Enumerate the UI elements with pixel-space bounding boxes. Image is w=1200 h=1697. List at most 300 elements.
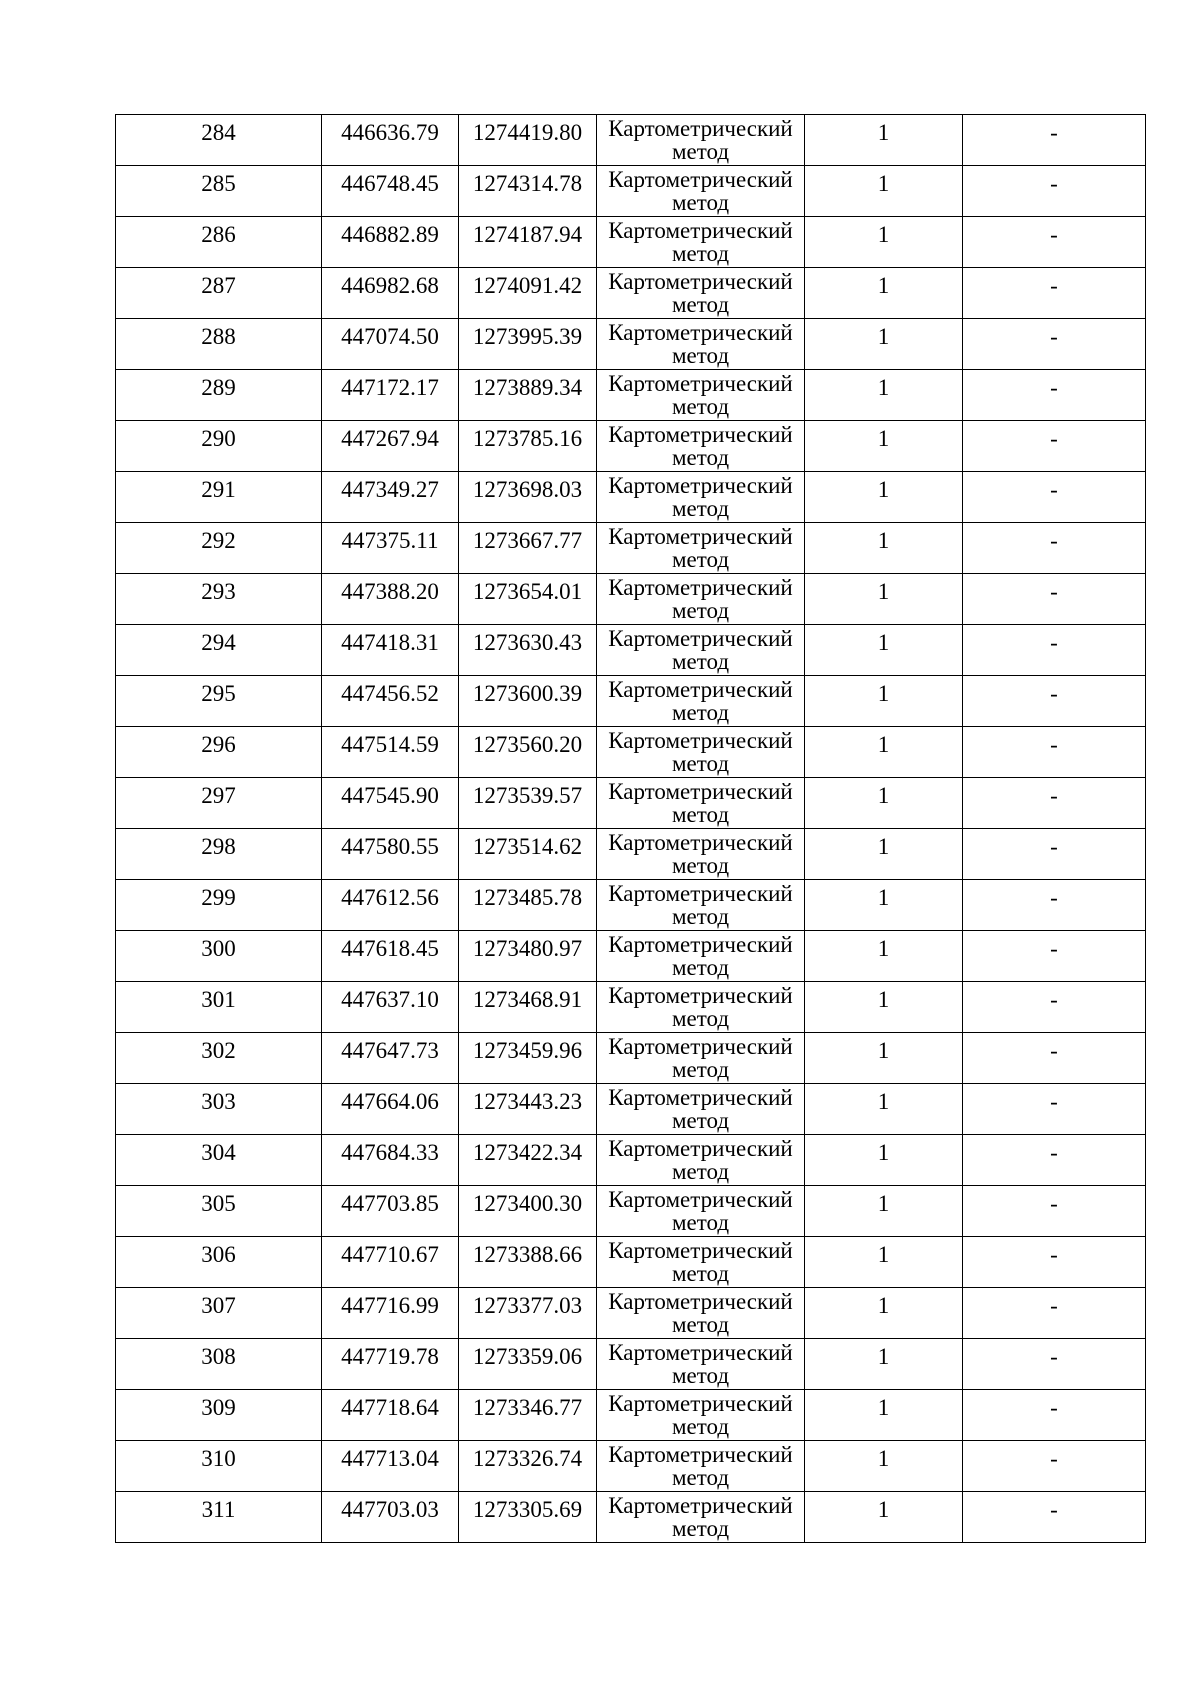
accuracy-cell xyxy=(805,1135,963,1186)
x-coordinate-cell xyxy=(322,1492,459,1543)
y-coordinate-cell xyxy=(459,829,597,880)
point-number-value: 287 xyxy=(201,273,236,298)
method-value: Картометрический метод xyxy=(608,677,793,725)
accuracy-cell xyxy=(805,778,963,829)
x-coordinate-cell xyxy=(322,574,459,625)
method-cell xyxy=(597,1492,805,1543)
method-cell xyxy=(597,1084,805,1135)
point-number-value: 297 xyxy=(201,783,236,808)
note-cell xyxy=(963,1186,1146,1237)
note-cell xyxy=(963,421,1146,472)
note-cell xyxy=(963,931,1146,982)
method-value: Картометрический метод xyxy=(608,473,793,521)
method-cell xyxy=(597,676,805,727)
accuracy-cell xyxy=(805,115,963,166)
x-coordinate-value: 447172.17 xyxy=(341,375,439,400)
note-value: - xyxy=(1050,1344,1058,1369)
method-value: Картометрический метод xyxy=(608,320,793,368)
method-value: Картометрический метод xyxy=(608,932,793,980)
note-value: - xyxy=(1050,885,1058,910)
note-cell xyxy=(963,1033,1146,1084)
note-cell xyxy=(963,115,1146,166)
accuracy-value: 1 xyxy=(877,273,890,298)
x-coordinate-value: 446982.68 xyxy=(341,273,439,298)
accuracy-value: 1 xyxy=(877,630,890,655)
x-coordinate-value: 447718.64 xyxy=(341,1395,439,1420)
accuracy-value: 1 xyxy=(877,222,890,247)
accuracy-cell xyxy=(805,472,963,523)
accuracy-value: 1 xyxy=(877,1344,890,1369)
method-cell xyxy=(597,625,805,676)
table-row xyxy=(116,1390,1146,1441)
note-cell xyxy=(963,1441,1146,1492)
x-coordinate-value: 447349.27 xyxy=(341,477,439,502)
method-value: Картометрический метод xyxy=(608,1085,793,1133)
method-cell xyxy=(597,778,805,829)
note-value: - xyxy=(1050,1140,1058,1165)
method-cell xyxy=(597,829,805,880)
y-coordinate-cell xyxy=(459,166,597,217)
note-value: - xyxy=(1050,579,1058,604)
y-coordinate-value: 1273889.34 xyxy=(472,375,583,400)
y-coordinate-value: 1274314.78 xyxy=(472,171,583,196)
accuracy-value: 1 xyxy=(877,375,890,400)
point-number-cell xyxy=(116,370,322,421)
y-coordinate-cell xyxy=(459,1339,597,1390)
method-value: Картометрический метод xyxy=(608,983,793,1031)
note-cell xyxy=(963,1339,1146,1390)
accuracy-cell xyxy=(805,1492,963,1543)
x-coordinate-cell xyxy=(322,268,459,319)
table-row xyxy=(116,1339,1146,1390)
method-cell xyxy=(597,472,805,523)
method-cell xyxy=(597,1033,805,1084)
y-coordinate-value: 1273654.01 xyxy=(472,579,583,604)
x-coordinate-value: 447418.31 xyxy=(341,630,439,655)
point-number-value: 303 xyxy=(201,1089,236,1114)
method-cell xyxy=(597,1135,805,1186)
x-coordinate-value: 447684.33 xyxy=(341,1140,439,1165)
accuracy-value: 1 xyxy=(877,120,890,145)
table-row xyxy=(116,319,1146,370)
table-row xyxy=(116,676,1146,727)
note-value: - xyxy=(1050,120,1058,145)
y-coordinate-cell xyxy=(459,217,597,268)
method-cell xyxy=(597,523,805,574)
method-value: Картометрический метод xyxy=(608,575,793,623)
accuracy-value: 1 xyxy=(877,477,890,502)
point-number-value: 301 xyxy=(201,987,236,1012)
note-cell xyxy=(963,778,1146,829)
x-coordinate-value: 447514.59 xyxy=(341,732,439,757)
note-value: - xyxy=(1050,732,1058,757)
accuracy-value: 1 xyxy=(877,426,890,451)
x-coordinate-cell xyxy=(322,829,459,880)
table-row xyxy=(116,217,1146,268)
point-number-cell xyxy=(116,574,322,625)
x-coordinate-value: 447637.10 xyxy=(341,987,439,1012)
point-number-cell xyxy=(116,1237,322,1288)
accuracy-cell xyxy=(805,1186,963,1237)
method-cell xyxy=(597,982,805,1033)
accuracy-cell xyxy=(805,1390,963,1441)
note-value: - xyxy=(1050,987,1058,1012)
x-coordinate-cell xyxy=(322,1033,459,1084)
x-coordinate-cell xyxy=(322,727,459,778)
method-cell xyxy=(597,1441,805,1492)
accuracy-cell xyxy=(805,217,963,268)
point-number-cell xyxy=(116,880,322,931)
note-cell xyxy=(963,319,1146,370)
accuracy-cell xyxy=(805,1033,963,1084)
table-row xyxy=(116,1492,1146,1543)
point-number-value: 288 xyxy=(201,324,236,349)
coordinates-table xyxy=(115,114,1146,1543)
table-row xyxy=(116,268,1146,319)
method-value: Картометрический метод xyxy=(608,881,793,929)
method-cell xyxy=(597,1339,805,1390)
y-coordinate-cell xyxy=(459,625,597,676)
note-value: - xyxy=(1050,1446,1058,1471)
x-coordinate-value: 447545.90 xyxy=(341,783,439,808)
accuracy-cell xyxy=(805,880,963,931)
point-number-cell xyxy=(116,115,322,166)
x-coordinate-cell xyxy=(322,1084,459,1135)
point-number-value: 289 xyxy=(201,375,236,400)
method-value: Картометрический метод xyxy=(608,728,793,776)
y-coordinate-cell xyxy=(459,1492,597,1543)
x-coordinate-cell xyxy=(322,421,459,472)
point-number-cell xyxy=(116,982,322,1033)
method-cell xyxy=(597,115,805,166)
x-coordinate-cell xyxy=(322,1288,459,1339)
accuracy-value: 1 xyxy=(877,528,890,553)
point-number-value: 305 xyxy=(201,1191,236,1216)
note-cell xyxy=(963,268,1146,319)
table-row xyxy=(116,115,1146,166)
y-coordinate-value: 1273468.91 xyxy=(472,987,583,1012)
method-cell xyxy=(597,574,805,625)
table-row xyxy=(116,574,1146,625)
note-value: - xyxy=(1050,426,1058,451)
x-coordinate-cell xyxy=(322,523,459,574)
method-value: Картометрический метод xyxy=(608,1187,793,1235)
accuracy-cell xyxy=(805,676,963,727)
point-number-cell xyxy=(116,727,322,778)
point-number-cell xyxy=(116,1339,322,1390)
note-cell xyxy=(963,1237,1146,1288)
accuracy-value: 1 xyxy=(877,834,890,859)
accuracy-cell xyxy=(805,625,963,676)
point-number-value: 306 xyxy=(201,1242,236,1267)
accuracy-cell xyxy=(805,1288,963,1339)
accuracy-cell xyxy=(805,1084,963,1135)
method-value: Картометрический метод xyxy=(608,1391,793,1439)
x-coordinate-cell xyxy=(322,370,459,421)
note-value: - xyxy=(1050,783,1058,808)
y-coordinate-cell xyxy=(459,1441,597,1492)
y-coordinate-cell xyxy=(459,268,597,319)
table-row xyxy=(116,778,1146,829)
note-cell xyxy=(963,1288,1146,1339)
point-number-value: 299 xyxy=(201,885,236,910)
method-cell xyxy=(597,1186,805,1237)
note-value: - xyxy=(1050,1191,1058,1216)
accuracy-value: 1 xyxy=(877,732,890,757)
y-coordinate-value: 1273388.66 xyxy=(472,1242,583,1267)
method-value: Картометрический метод xyxy=(608,269,793,317)
note-cell xyxy=(963,1390,1146,1441)
method-cell xyxy=(597,217,805,268)
point-number-cell xyxy=(116,625,322,676)
x-coordinate-value: 447612.56 xyxy=(341,885,439,910)
y-coordinate-cell xyxy=(459,1186,597,1237)
point-number-cell xyxy=(116,1084,322,1135)
table-row xyxy=(116,421,1146,472)
method-value: Картометрический метод xyxy=(608,1238,793,1286)
note-cell xyxy=(963,880,1146,931)
y-coordinate-cell xyxy=(459,727,597,778)
y-coordinate-cell xyxy=(459,523,597,574)
x-coordinate-cell xyxy=(322,1135,459,1186)
accuracy-value: 1 xyxy=(877,1446,890,1471)
x-coordinate-cell xyxy=(322,880,459,931)
x-coordinate-cell xyxy=(322,166,459,217)
note-cell xyxy=(963,982,1146,1033)
note-cell xyxy=(963,166,1146,217)
y-coordinate-value: 1273667.77 xyxy=(472,528,583,553)
y-coordinate-value: 1274091.42 xyxy=(472,273,583,298)
y-coordinate-value: 1273400.30 xyxy=(472,1191,583,1216)
point-number-cell xyxy=(116,319,322,370)
point-number-value: 295 xyxy=(201,681,236,706)
note-cell xyxy=(963,1084,1146,1135)
point-number-value: 302 xyxy=(201,1038,236,1063)
y-coordinate-cell xyxy=(459,982,597,1033)
x-coordinate-value: 446882.89 xyxy=(341,222,439,247)
y-coordinate-value: 1273560.20 xyxy=(472,732,583,757)
y-coordinate-cell xyxy=(459,931,597,982)
table-row xyxy=(116,166,1146,217)
y-coordinate-value: 1273359.06 xyxy=(472,1344,583,1369)
note-cell xyxy=(963,574,1146,625)
method-value: Картометрический метод xyxy=(608,1136,793,1184)
method-value: Картометрический метод xyxy=(608,524,793,572)
x-coordinate-cell xyxy=(322,472,459,523)
method-cell xyxy=(597,421,805,472)
accuracy-cell xyxy=(805,523,963,574)
x-coordinate-cell xyxy=(322,1237,459,1288)
point-number-cell xyxy=(116,1135,322,1186)
accuracy-value: 1 xyxy=(877,171,890,196)
point-number-value: 290 xyxy=(201,426,236,451)
x-coordinate-cell xyxy=(322,676,459,727)
y-coordinate-cell xyxy=(459,1390,597,1441)
y-coordinate-value: 1273305.69 xyxy=(472,1497,583,1522)
x-coordinate-cell xyxy=(322,1186,459,1237)
table-row xyxy=(116,880,1146,931)
note-value: - xyxy=(1050,1497,1058,1522)
note-value: - xyxy=(1050,1242,1058,1267)
accuracy-value: 1 xyxy=(877,783,890,808)
method-cell xyxy=(597,319,805,370)
point-number-cell xyxy=(116,421,322,472)
y-coordinate-cell xyxy=(459,778,597,829)
y-coordinate-value: 1273326.74 xyxy=(472,1446,583,1471)
y-coordinate-value: 1273514.62 xyxy=(472,834,583,859)
x-coordinate-value: 447647.73 xyxy=(341,1038,439,1063)
accuracy-value: 1 xyxy=(877,681,890,706)
y-coordinate-value: 1273480.97 xyxy=(472,936,583,961)
y-coordinate-cell xyxy=(459,1033,597,1084)
coordinates-table-body xyxy=(116,115,1146,1543)
x-coordinate-cell xyxy=(322,217,459,268)
point-number-cell xyxy=(116,1288,322,1339)
note-value: - xyxy=(1050,1395,1058,1420)
note-cell xyxy=(963,625,1146,676)
x-coordinate-value: 447618.45 xyxy=(341,936,439,961)
accuracy-value: 1 xyxy=(877,1242,890,1267)
point-number-cell xyxy=(116,1492,322,1543)
x-coordinate-value: 446636.79 xyxy=(341,120,439,145)
method-cell xyxy=(597,268,805,319)
y-coordinate-cell xyxy=(459,1084,597,1135)
note-cell xyxy=(963,676,1146,727)
method-value: Картометрический метод xyxy=(608,1340,793,1388)
accuracy-cell xyxy=(805,727,963,778)
point-number-cell xyxy=(116,778,322,829)
accuracy-cell xyxy=(805,931,963,982)
point-number-cell xyxy=(116,931,322,982)
table-row xyxy=(116,727,1146,778)
y-coordinate-cell xyxy=(459,319,597,370)
accuracy-value: 1 xyxy=(877,324,890,349)
accuracy-value: 1 xyxy=(877,1293,890,1318)
y-coordinate-value: 1273377.03 xyxy=(472,1293,583,1318)
point-number-cell xyxy=(116,1186,322,1237)
x-coordinate-value: 447456.52 xyxy=(341,681,439,706)
point-number-value: 284 xyxy=(201,120,236,145)
method-value: Картометрический метод xyxy=(608,1442,793,1490)
point-number-cell xyxy=(116,166,322,217)
x-coordinate-cell xyxy=(322,625,459,676)
method-value: Картометрический метод xyxy=(608,1289,793,1337)
y-coordinate-value: 1273443.23 xyxy=(472,1089,583,1114)
y-coordinate-cell xyxy=(459,115,597,166)
table-row xyxy=(116,370,1146,421)
x-coordinate-cell xyxy=(322,1390,459,1441)
point-number-cell xyxy=(116,217,322,268)
y-coordinate-value: 1273995.39 xyxy=(472,324,583,349)
method-value: Картометрический метод xyxy=(608,116,793,164)
method-value: Картометрический метод xyxy=(608,626,793,674)
note-value: - xyxy=(1050,630,1058,655)
point-number-cell xyxy=(116,1441,322,1492)
method-cell xyxy=(597,1288,805,1339)
table-row xyxy=(116,1135,1146,1186)
method-cell xyxy=(597,880,805,931)
point-number-cell xyxy=(116,1033,322,1084)
x-coordinate-cell xyxy=(322,931,459,982)
accuracy-cell xyxy=(805,1237,963,1288)
note-value: - xyxy=(1050,1089,1058,1114)
accuracy-cell xyxy=(805,574,963,625)
y-coordinate-value: 1273422.34 xyxy=(472,1140,583,1165)
note-value: - xyxy=(1050,222,1058,247)
table-row xyxy=(116,523,1146,574)
y-coordinate-cell xyxy=(459,1288,597,1339)
method-cell xyxy=(597,1237,805,1288)
accuracy-value: 1 xyxy=(877,1089,890,1114)
point-number-value: 308 xyxy=(201,1344,236,1369)
method-value: Картометрический метод xyxy=(608,830,793,878)
point-number-value: 292 xyxy=(201,528,236,553)
x-coordinate-value: 447719.78 xyxy=(341,1344,439,1369)
point-number-value: 311 xyxy=(201,1497,236,1522)
point-number-value: 286 xyxy=(201,222,236,247)
y-coordinate-value: 1273485.78 xyxy=(472,885,583,910)
y-coordinate-cell xyxy=(459,472,597,523)
note-value: - xyxy=(1050,477,1058,502)
accuracy-cell xyxy=(805,982,963,1033)
accuracy-cell xyxy=(805,421,963,472)
method-cell xyxy=(597,166,805,217)
y-coordinate-cell xyxy=(459,880,597,931)
accuracy-cell xyxy=(805,268,963,319)
accuracy-cell xyxy=(805,1441,963,1492)
x-coordinate-value: 447664.06 xyxy=(341,1089,439,1114)
x-coordinate-value: 447710.67 xyxy=(341,1242,439,1267)
x-coordinate-cell xyxy=(322,319,459,370)
point-number-cell xyxy=(116,268,322,319)
table-row xyxy=(116,1288,1146,1339)
method-value: Картометрический метод xyxy=(608,1034,793,1082)
point-number-cell xyxy=(116,472,322,523)
accuracy-value: 1 xyxy=(877,885,890,910)
y-coordinate-cell xyxy=(459,421,597,472)
x-coordinate-value: 447716.99 xyxy=(341,1293,439,1318)
note-cell xyxy=(963,1135,1146,1186)
x-coordinate-value: 447713.04 xyxy=(341,1446,439,1471)
x-coordinate-value: 447703.03 xyxy=(341,1497,439,1522)
x-coordinate-value: 447074.50 xyxy=(341,324,439,349)
x-coordinate-value: 447580.55 xyxy=(341,834,439,859)
note-value: - xyxy=(1050,528,1058,553)
y-coordinate-value: 1273698.03 xyxy=(472,477,583,502)
accuracy-value: 1 xyxy=(877,1191,890,1216)
accuracy-value: 1 xyxy=(877,987,890,1012)
method-value: Картометрический метод xyxy=(608,167,793,215)
y-coordinate-cell xyxy=(459,1135,597,1186)
point-number-value: 304 xyxy=(201,1140,236,1165)
note-value: - xyxy=(1050,375,1058,400)
accuracy-value: 1 xyxy=(877,936,890,961)
accuracy-cell xyxy=(805,1339,963,1390)
method-cell xyxy=(597,931,805,982)
method-value: Картометрический метод xyxy=(608,779,793,827)
note-value: - xyxy=(1050,1293,1058,1318)
y-coordinate-value: 1273346.77 xyxy=(472,1395,583,1420)
table-row xyxy=(116,829,1146,880)
note-cell xyxy=(963,829,1146,880)
method-cell xyxy=(597,1390,805,1441)
note-value: - xyxy=(1050,681,1058,706)
point-number-value: 310 xyxy=(201,1446,236,1471)
table-row xyxy=(116,1237,1146,1288)
table-row xyxy=(116,982,1146,1033)
note-cell xyxy=(963,217,1146,268)
note-cell xyxy=(963,1492,1146,1543)
